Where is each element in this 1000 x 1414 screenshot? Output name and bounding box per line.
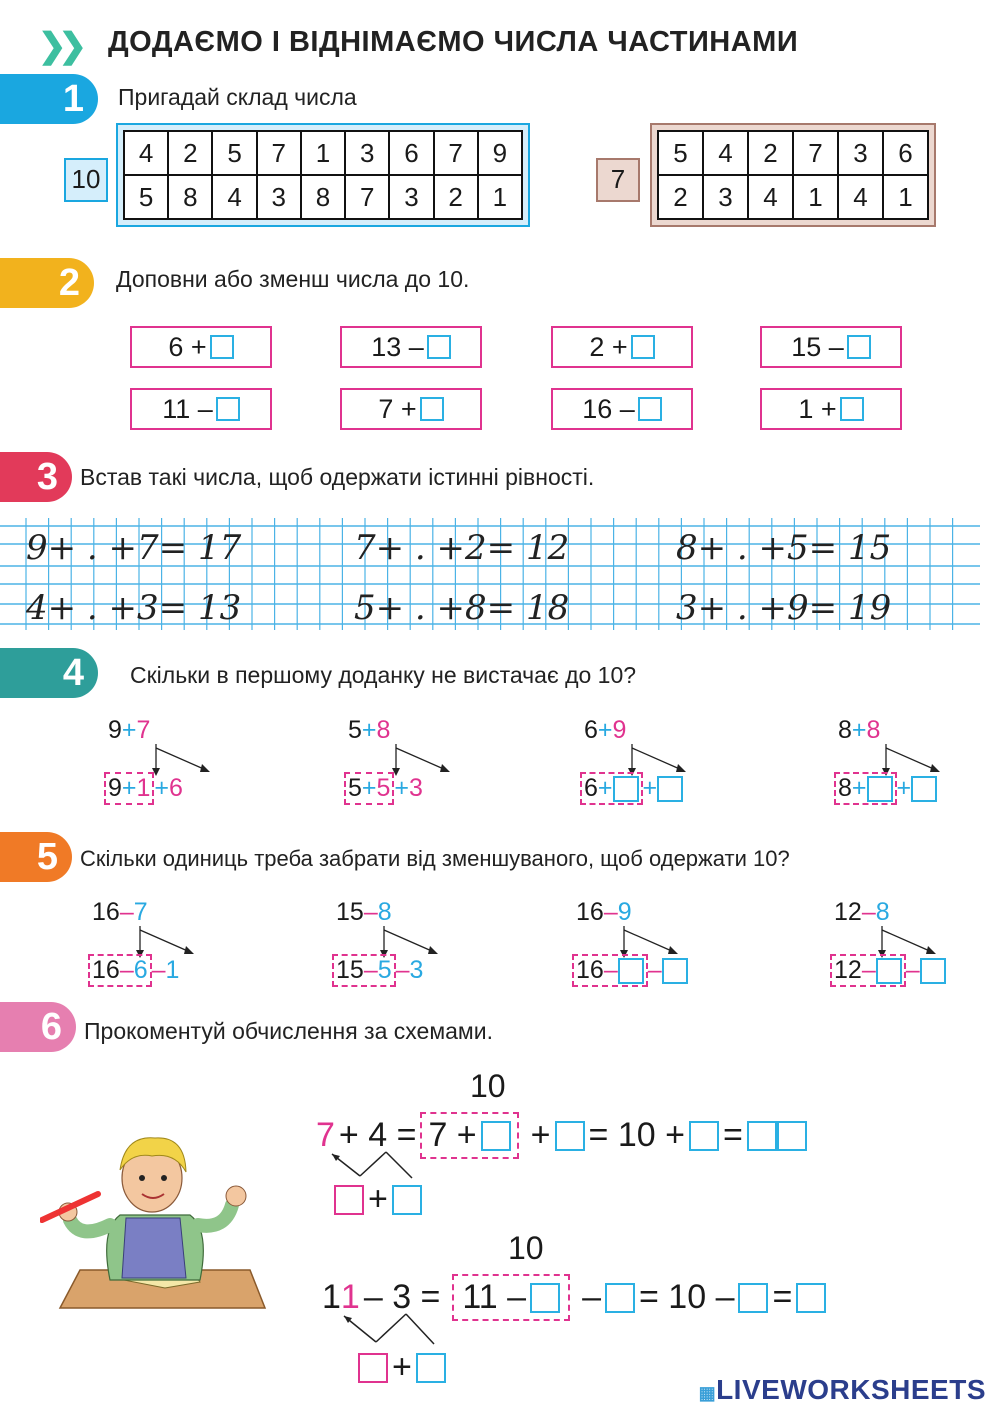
answer-box[interactable]: [876, 958, 902, 984]
number-10-label: 10: [64, 158, 108, 202]
answer-box[interactable]: [334, 1185, 364, 1215]
operand: 8: [866, 716, 881, 744]
cell: 4: [212, 175, 256, 219]
operand: 6: [584, 774, 598, 802]
cell: 1: [793, 175, 838, 219]
operand: 9: [617, 898, 632, 926]
task2-expression: [551, 326, 693, 368]
operator: –: [905, 956, 920, 984]
answer-box[interactable]: [420, 397, 444, 421]
eq-text: +: [368, 1180, 388, 1218]
operator: –: [603, 898, 618, 926]
answer-box[interactable]: [738, 1283, 768, 1313]
scheme-result: [344, 772, 423, 805]
eq-text: + 4 =: [338, 1116, 417, 1154]
page-title: ДОДАЄМО І ВІДНІМАЄМО ЧИСЛА ЧАСТИНАМИ: [108, 26, 799, 58]
eq-text: 7 +: [428, 1116, 477, 1154]
eq-text: – 3 =: [363, 1278, 441, 1316]
cell: 5: [658, 131, 703, 175]
answer-box[interactable]: [867, 776, 893, 802]
operator: +: [154, 774, 170, 802]
answer-box[interactable]: [657, 776, 683, 802]
cell: 4: [124, 131, 168, 175]
operator: +: [642, 774, 658, 802]
eq-number: 7: [316, 1116, 335, 1154]
task2-expression: [130, 388, 272, 430]
operator: +: [851, 716, 867, 744]
scheme-expression: [838, 716, 880, 745]
operand: 9: [108, 774, 122, 802]
task-5-instruction: Скільки одиниць треба забрати від зменшуваного, щоб одержати 10?: [80, 846, 790, 871]
answer-box[interactable]: [689, 1121, 719, 1151]
equation[interactable]: 4+ . +3= 13: [26, 588, 242, 628]
cell: 8: [301, 175, 345, 219]
answer-box[interactable]: [530, 1283, 560, 1313]
cell: 3: [838, 131, 883, 175]
expr-text: 16 –: [582, 393, 635, 424]
answer-box[interactable]: [605, 1283, 635, 1313]
answer-box[interactable]: [631, 335, 655, 359]
expr-text: 2 +: [589, 331, 628, 362]
cell: 3: [703, 175, 748, 219]
grouped-part: [104, 772, 154, 805]
task2-expression: [760, 388, 902, 430]
cell: 7: [345, 175, 389, 219]
answer-box[interactable]: [796, 1283, 826, 1313]
split-arrows-1: [320, 1148, 440, 1184]
expr-text: 6 +: [168, 331, 207, 362]
task2-expression: [760, 326, 902, 368]
answer-box[interactable]: [638, 397, 662, 421]
cell: 3: [345, 131, 389, 175]
scheme-result: [834, 772, 937, 805]
answer-box[interactable]: [618, 958, 644, 984]
grouped-part: [834, 772, 897, 805]
operand: 16: [576, 956, 604, 984]
operand: 7: [133, 898, 148, 926]
operand: 6: [133, 956, 148, 984]
operand: 6: [169, 774, 183, 802]
cell: 6: [389, 131, 433, 175]
operand: 15: [336, 898, 364, 926]
scheme-expression: [92, 898, 148, 927]
operand: 9: [612, 716, 627, 744]
boy-illustration: [40, 1130, 270, 1315]
equation[interactable]: 3+ . +9= 19: [676, 588, 892, 628]
task-1-instruction: Пригадай склад числа: [118, 84, 357, 110]
cell: 1: [883, 175, 928, 219]
answer-box[interactable]: [358, 1353, 388, 1383]
eq-number: 1: [340, 1278, 360, 1316]
operator: +: [121, 716, 137, 744]
task2-expression: [130, 326, 272, 368]
eq-text: = 10 –: [639, 1278, 735, 1316]
grouped-part: [344, 772, 394, 805]
operand: 5: [376, 774, 391, 802]
cell: 8: [168, 175, 212, 219]
operand: 8: [838, 774, 852, 802]
operator: –: [395, 956, 410, 984]
cell: 2: [168, 131, 212, 175]
task-4-instruction: Скільки в першому доданку не вистачає до 10?: [130, 662, 637, 688]
cell: 2: [658, 175, 703, 219]
scheme-expression: [108, 716, 150, 745]
operand: 9: [108, 716, 122, 744]
operand: 16: [92, 956, 120, 984]
scheme-result: [332, 954, 423, 987]
operator: +: [121, 774, 137, 802]
eq-text: +: [530, 1116, 551, 1154]
ten-label: 10: [470, 1068, 506, 1104]
operand: 16: [576, 898, 604, 926]
scheme-result: [88, 954, 179, 987]
operator: –: [363, 956, 378, 984]
operand: 1: [136, 774, 151, 802]
answer-box[interactable]: [840, 397, 864, 421]
eq-text: =: [722, 1116, 743, 1154]
task2-expression: [340, 326, 482, 368]
operator: +: [597, 716, 613, 744]
operator: –: [151, 956, 166, 984]
answer-box[interactable]: [210, 335, 234, 359]
expr-text: 15 –: [791, 331, 844, 362]
grouped-part: [452, 1274, 570, 1321]
scheme-expression: [584, 716, 626, 745]
answer-box[interactable]: [427, 335, 451, 359]
operator: –: [119, 898, 134, 926]
operand: 8: [838, 716, 852, 744]
eq-number: 1: [322, 1278, 341, 1316]
ten-label: 10: [508, 1230, 544, 1266]
expr-text: 13 –: [371, 331, 424, 362]
operand: 5: [377, 956, 392, 984]
cell: 4: [703, 131, 748, 175]
cell: 4: [748, 175, 793, 219]
task-5-badge: 5: [0, 832, 72, 882]
task-6-instruction: Прокоментуй обчислення за схемами.: [84, 1018, 493, 1044]
cell: 2: [748, 131, 793, 175]
cell: 1: [301, 131, 345, 175]
cell: 9: [478, 131, 522, 175]
scheme-result: [580, 772, 683, 805]
grouped-part: [580, 772, 643, 805]
operator: –: [363, 898, 378, 926]
liveworksheets-logo: [699, 1374, 986, 1406]
grouped-part: [332, 954, 396, 987]
answer-box[interactable]: [777, 1121, 807, 1151]
split-boxes-2: [358, 1348, 446, 1387]
task-6-badge: 6: [0, 1002, 76, 1052]
grouped-part: [572, 954, 648, 987]
task-4-badge: 4: [0, 648, 98, 698]
task2-expression: [340, 388, 482, 430]
answer-box[interactable]: [747, 1121, 777, 1151]
task-2-badge: 2: [0, 258, 94, 308]
answer-box[interactable]: [662, 958, 688, 984]
grouped-part: [88, 954, 152, 987]
composition-table-7: [650, 123, 936, 227]
operand: 15: [336, 956, 364, 984]
operand: 8: [875, 898, 890, 926]
scheme-expression: [576, 898, 632, 927]
equation[interactable]: 9+ . +7= 17: [26, 528, 242, 568]
cell: 3: [257, 175, 301, 219]
operator: –: [861, 956, 876, 984]
cell: 3: [389, 175, 433, 219]
operator: –: [603, 956, 618, 984]
operator: +: [361, 716, 377, 744]
expr-text: 1 +: [798, 393, 837, 424]
answer-box[interactable]: [920, 958, 946, 984]
split-arrows-2: [330, 1310, 460, 1350]
operand: 3: [409, 956, 424, 984]
answer-box[interactable]: [416, 1353, 446, 1383]
equation[interactable]: 7+ . +2= 12: [354, 528, 570, 568]
task2-expression: [551, 388, 693, 430]
task-2-instruction: Доповни або зменш числа до 10.: [116, 266, 470, 292]
logo-icon: ▦: [698, 1383, 717, 1403]
scheme-expression: [348, 716, 390, 745]
operand: 1: [165, 956, 180, 984]
operator: +: [851, 774, 867, 802]
operand: 5: [348, 774, 362, 802]
cell: 7: [434, 131, 478, 175]
answer-box[interactable]: [847, 335, 871, 359]
operand: 6: [584, 716, 598, 744]
grouped-part: [830, 954, 906, 987]
cell: 7: [793, 131, 838, 175]
split-boxes-1: [334, 1180, 422, 1219]
eq-text: =: [772, 1278, 793, 1316]
operand: 7: [136, 716, 151, 744]
double-chevron-icon: ❯❯: [38, 27, 79, 65]
expr-text: 11 –: [162, 393, 213, 424]
answer-box[interactable]: [481, 1121, 511, 1151]
cell: 5: [212, 131, 256, 175]
eq-text: = 10 +: [588, 1116, 685, 1154]
operand: 12: [834, 898, 862, 926]
eq-text: +: [392, 1348, 412, 1386]
scheme-result: [104, 772, 183, 805]
operand: 8: [376, 716, 391, 744]
task-1-badge: 1: [0, 74, 98, 124]
cell: 1: [478, 175, 522, 219]
scheme-result: [572, 954, 688, 987]
expr-text: 7 +: [378, 393, 417, 424]
answer-box[interactable]: [911, 776, 937, 802]
operator: +: [394, 774, 410, 802]
number-7-label: 7: [596, 158, 640, 202]
answer-box[interactable]: [555, 1121, 585, 1151]
operator: –: [119, 956, 134, 984]
operand: 8: [377, 898, 392, 926]
eq-text: 11 –: [462, 1278, 527, 1316]
cell: 7: [257, 131, 301, 175]
answer-box[interactable]: [613, 776, 639, 802]
operand: 16: [92, 898, 120, 926]
scheme-expression: [834, 898, 890, 927]
operator: +: [597, 774, 613, 802]
operator: +: [361, 774, 377, 802]
operand: 5: [348, 716, 362, 744]
cell: 6: [883, 131, 928, 175]
answer-box[interactable]: [216, 397, 240, 421]
task-3-instruction: Встав такі числа, щоб одержати істинні рівності.: [80, 464, 595, 490]
equation[interactable]: 8+ . +5= 15: [676, 528, 892, 568]
cell: 4: [838, 175, 883, 219]
footer-text: LIVEWORKSHEETS: [716, 1374, 986, 1405]
cell: 2: [434, 175, 478, 219]
task-3-badge: 3: [0, 452, 72, 502]
cell: 5: [124, 175, 168, 219]
scheme-expression: [336, 898, 392, 927]
operator: –: [861, 898, 876, 926]
composition-table-10: [116, 123, 530, 227]
answer-box[interactable]: [392, 1185, 422, 1215]
operand: 3: [409, 774, 423, 802]
scheme-result: [830, 954, 946, 987]
operator: +: [896, 774, 912, 802]
operator: –: [647, 956, 662, 984]
eq-text: –: [582, 1278, 601, 1316]
equation[interactable]: 5+ . +8= 18: [354, 588, 570, 628]
operand: 12: [834, 956, 862, 984]
